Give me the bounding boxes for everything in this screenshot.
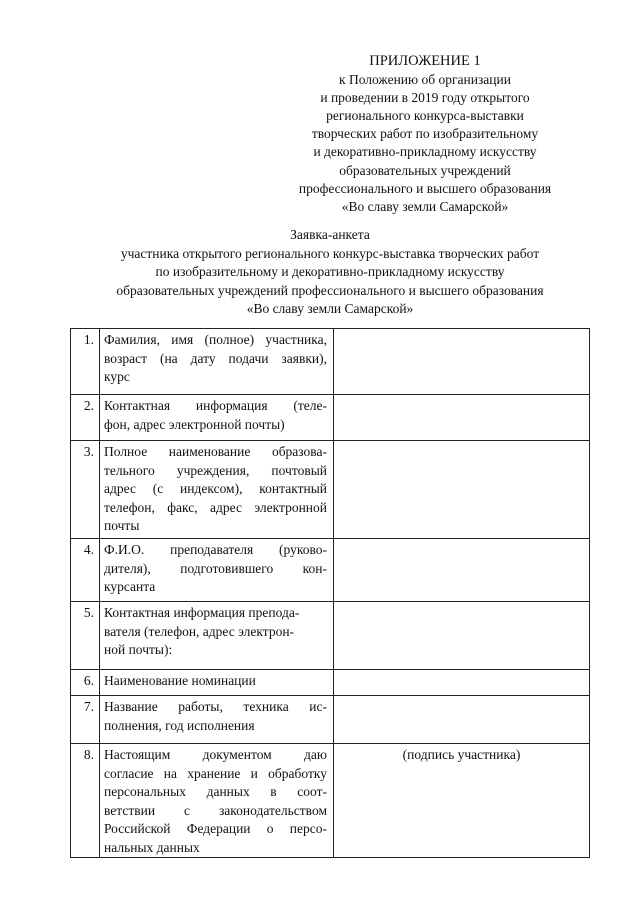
row-label	[100, 670, 334, 696]
form-title-line: «Во славу земли Самарской»	[246, 301, 414, 317]
appendix-line: и проведении в 2019 году открытого	[320, 90, 530, 106]
table-row	[71, 329, 590, 395]
appendix-line: творческих работ по изобразительному	[311, 126, 539, 142]
appendix-line: к Положению об организации	[339, 72, 511, 88]
row-label-line: почты	[104, 518, 140, 533]
row-label-line: адрес (с индексом), контактный	[104, 481, 327, 496]
row-number: 8.	[71, 744, 100, 858]
row-label-line: Контактная информация (теле-	[104, 398, 327, 413]
row-label	[100, 744, 334, 858]
appendix-line: профессионального и высшего образования	[298, 180, 552, 196]
row-number: 1.	[71, 329, 100, 395]
row-value-cell[interactable]	[334, 602, 590, 670]
row-number: 7.	[71, 696, 100, 744]
row-value-cell[interactable]	[334, 696, 590, 744]
row-label-line: персональных данных в соот-	[104, 784, 327, 799]
row-number: 2.	[71, 395, 100, 441]
row-label-line: Настоящим документом даю	[104, 747, 327, 762]
form-title-line: образовательных учреждений профессионального и высшего образования	[116, 282, 544, 298]
row-label-line: Название работы, техника ис-	[104, 699, 327, 714]
row-label	[100, 395, 334, 441]
form-title-line: участника открытого регионального конкурс-выставка творческих работ	[120, 245, 540, 261]
table-row	[71, 670, 590, 696]
row-label-line: фон, адрес электронной почты)	[104, 416, 285, 432]
row-label-line: телефон, факс, адрес электронной	[104, 499, 327, 515]
table-row	[71, 539, 590, 602]
row-label-line: дителя), подготовившего кон-	[104, 560, 327, 576]
row-label-line: Наименование номинации	[104, 673, 256, 688]
row-number: 6.	[71, 670, 100, 696]
row-number: 4.	[71, 539, 100, 602]
row-value-cell[interactable]	[334, 539, 590, 602]
row-label-line: тельного учреждения, почтовый	[104, 462, 327, 478]
form-title-line: по изобразительному и декоративно-прикладному искусству	[155, 264, 505, 280]
row-label-line: Фамилия, имя (полное) участника,	[104, 332, 327, 347]
row-label-line: курсанта	[104, 579, 156, 594]
appendix-header	[260, 52, 590, 216]
row-label-line: Российской Федерации о персо-	[104, 821, 327, 836]
row-label-line: ветствии с законодательством	[104, 802, 327, 818]
row-label-line: Контактная информация препода-	[104, 605, 300, 620]
row-label-line: Ф.И.О. преподавателя (руково-	[104, 542, 327, 557]
row-label-line: полнения, год исполнения	[104, 717, 255, 733]
row-label-line: нальных данных	[104, 839, 200, 855]
row-label-line: ной почты):	[104, 642, 173, 657]
row-label	[100, 441, 334, 539]
row-value-cell[interactable]	[334, 670, 590, 696]
row-number: 3.	[71, 441, 100, 539]
row-label-line: вателя (телефон, адрес электрон-	[104, 623, 295, 639]
application-form-table	[70, 328, 590, 858]
table-row	[71, 696, 590, 744]
table-row	[71, 744, 590, 858]
appendix-line: и декоративно-прикладному искусству	[313, 144, 537, 160]
row-label	[100, 539, 334, 602]
appendix-line: образовательных учреждений	[339, 162, 511, 178]
row-label	[100, 329, 334, 395]
appendix-title: ПРИЛОЖЕНИЕ 1	[369, 53, 481, 69]
form-title	[40, 226, 620, 319]
row-value-cell[interactable]	[334, 329, 590, 395]
table-row	[71, 441, 590, 539]
row-label-line: курс	[104, 369, 130, 384]
row-label-line: согласие на хранение и обработку	[104, 765, 327, 781]
table-row	[71, 395, 590, 441]
row-label-line: возраст (на дату подачи заявки),	[104, 350, 327, 366]
row-label	[100, 602, 334, 670]
row-value-cell[interactable]	[334, 441, 590, 539]
appendix-line: регионального конкурса-выставки	[326, 108, 524, 124]
form-title-heading: Заявка-анкета	[290, 227, 370, 242]
row-value-cell[interactable]	[334, 395, 590, 441]
row-label	[100, 696, 334, 744]
appendix-line: «Во славу земли Самарской»	[341, 198, 509, 214]
table-row	[71, 602, 590, 670]
signature-cell[interactable]: (подпись участника)	[334, 744, 590, 858]
row-number: 5.	[71, 602, 100, 670]
row-label-line: Полное наименование образова-	[104, 444, 327, 459]
